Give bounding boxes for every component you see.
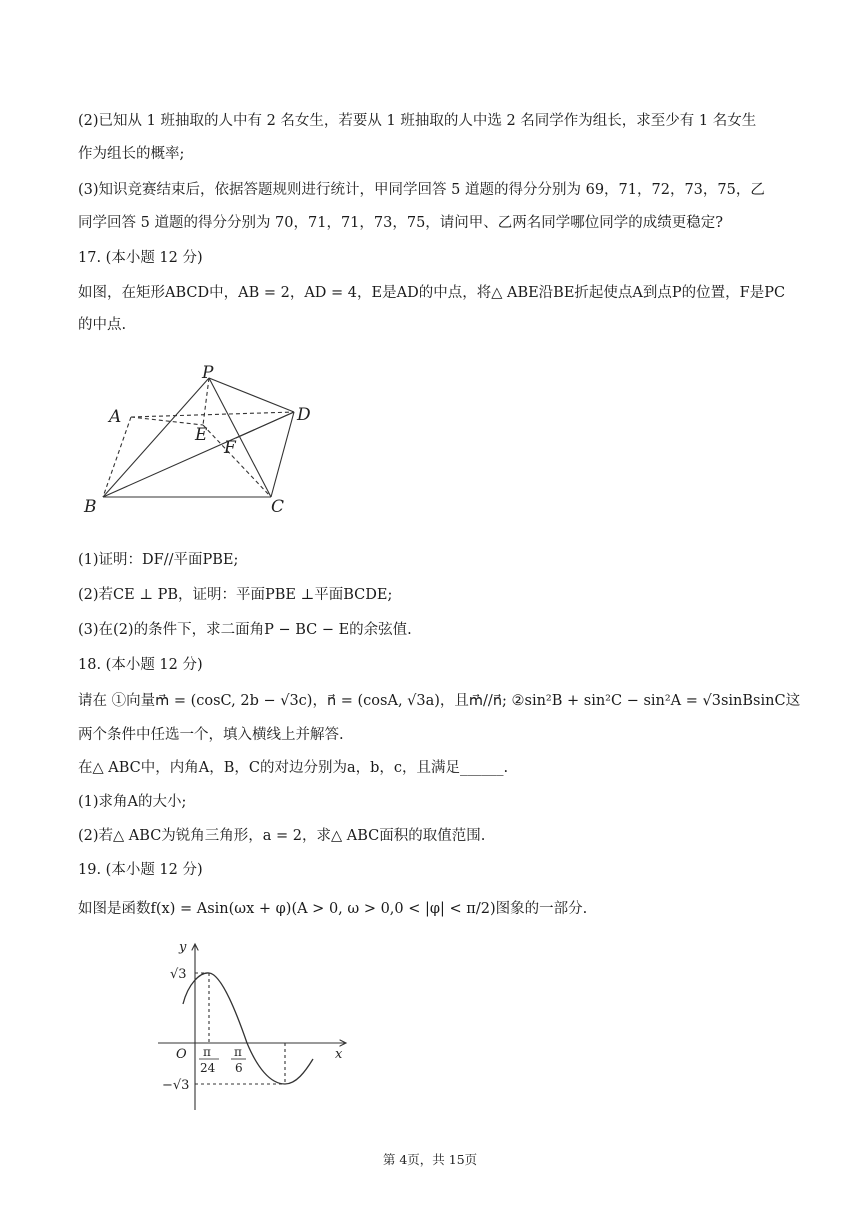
text-line: 同学回答 5 道题的得分分别为 70，71，71，73，75，请问甲、乙两名同学哪位同学的成绩更稳定? [78,215,724,231]
figure-sine-graph [150,932,360,1122]
question-17-part-1: (1)证明：DF//平面PBE; [78,552,239,568]
question-17-text: 的中点. [78,317,127,333]
question-18-heading: 18. (本小题 12 分) [78,657,203,673]
question-18-part-1: (1)求角A的大小; [78,794,187,810]
axis-x-label: x [335,1047,343,1062]
question-18-text: 两个条件中任选一个，填入横线上并解答. [78,727,344,743]
question-17-part-3: (3)在(2)的条件下，求二面角P − BC − E的余弦值. [78,622,412,638]
question-18-text: 在△ ABC中，内角A，B，C的对边分别为a，b，c，且满足______. [78,760,509,776]
question-17-part-2: (2)若CE ⊥ PB，证明：平面PBE ⊥平面BCDE; [78,587,393,603]
origin-label: O [176,1047,187,1062]
text-line: (2)已知从 1 班抽取的人中有 2 名女生，若要从 1 班抽取的人中选 2 名同学作为组长，求至少有 1 名女生 [78,113,757,129]
question-18-part-2: (2)若△ ABC为锐角三角形，a = 2，求△ ABC面积的取值范围. [78,828,486,844]
tick-sqrt3: √3 [170,967,187,982]
label-p: P [202,363,214,383]
label-f: F [224,438,236,458]
text-line: (3)知识竞赛结束后，依据答题规则进行统计，甲同学回答 5 道题的得分分别为 69，71，72，73，75，乙 [78,182,765,198]
label-d: D [297,405,311,425]
figure-folded-rectangle [78,358,328,520]
tick-pi-24-num: π [203,1045,211,1059]
question-19-text: 如图是函数f(x) = Asin(ωx + φ)(A > 0, ω > 0,0 < |φ| < π/2)图象的一部分. [78,901,588,917]
question-18-text: 请在 ①向量m⃗ = (cosC, 2b − √3c)，n⃗ = (cosA, √3a)，且m⃗//n⃗; ②sin²B + sin²C − sin²A = √3sinBsinC这 [78,693,801,709]
tick-pi-24-den: 24 [200,1061,216,1075]
label-b: B [84,497,97,517]
question-17-text: 如图，在矩形ABCD中，AB = 2，AD = 4，E是AD的中点，将△ ABE沿BE折起使点A到点P的位置，F是PC [78,285,786,301]
tick-neg-sqrt3: −√3 [162,1078,190,1093]
label-c: C [271,497,285,517]
tick-pi-6-den: 6 [235,1061,243,1075]
label-a: A [109,407,122,427]
question-17-heading: 17. (本小题 12 分) [78,250,203,266]
tick-pi-6-num: π [234,1045,242,1059]
axis-y-label: y [179,940,187,955]
question-19-heading: 19. (本小题 12 分) [78,862,203,878]
label-e: E [195,425,208,445]
text-line: 作为组长的概率; [78,146,185,162]
page-footer: 第 4页，共 15页 [382,1152,478,1167]
